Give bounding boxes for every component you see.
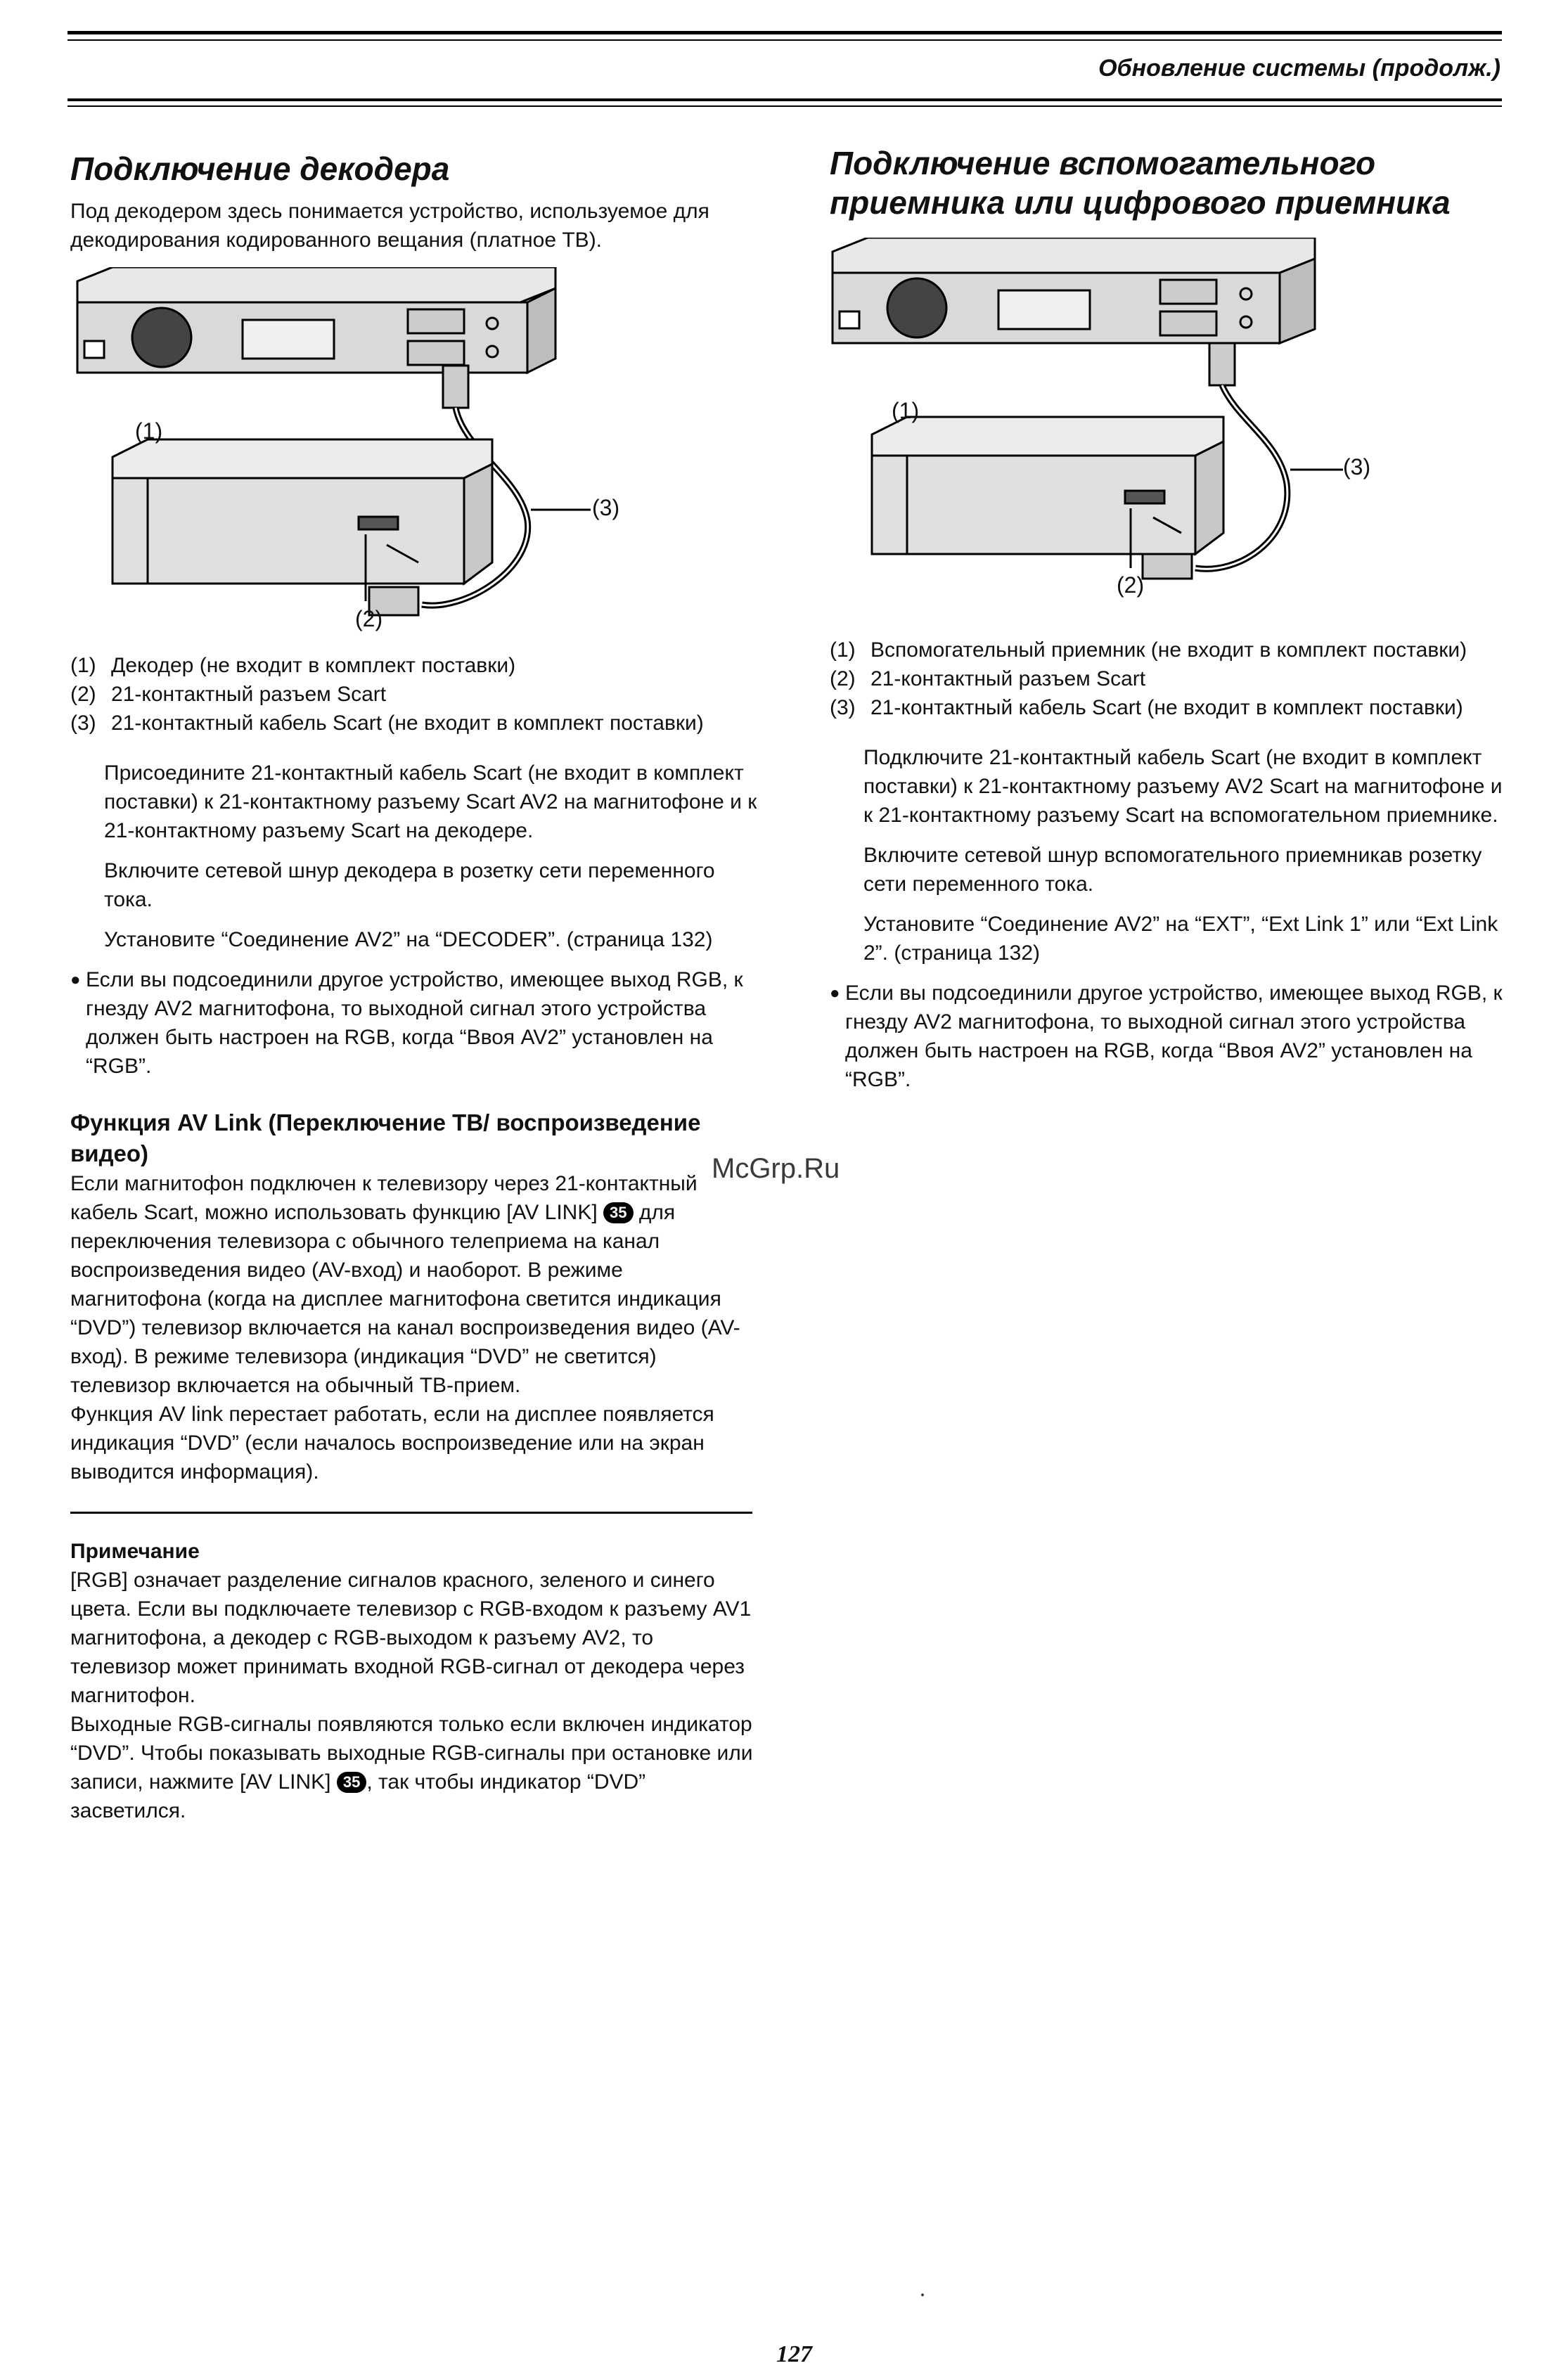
decoder-illustration	[113, 439, 492, 601]
decoder-label-1: (1)	[135, 418, 163, 444]
avlink-paragraph-1: Если магнитофон подключен к телевизору через 21-контактный кабель Scart, можно использовать функцию [AV LINK] 35 для переключения телевизора с обычного телеприема на канал воспроизведения видео (AV-вход) и наоборот. В режиме магнитофона (когда на дисплее магнитофона светится индикация “DVD”) телевизор включается на канал воспроизведения видео (AV-вход). В режиме телевизора (индикация “DVD” не светится) телевизор включается на обычный ТВ-прием.	[70, 1172, 740, 1397]
note-divider	[70, 1512, 752, 1514]
avlink-paragraph-2: Функция AV link перестает работать, если на дисплее появляется индикация “DVD” (если началось воспроизведение или на экран выводится информация).	[70, 1403, 714, 1484]
page-ref-badge: 35	[337, 1772, 366, 1793]
legend-item: (3) 21-контактный кабель Scart (не входит в комплект поставки)	[70, 712, 704, 735]
receiver-label-1: (1)	[892, 398, 920, 423]
note-paragraph-1: [RGB] означает разделение сигналов красного, зеленого и синего цвета. Если вы подключаете телевизор с RGB-входом к разъему AV1 магнитофона, а декодер с RGB-выходом к разъему AV2, то телевизор может принимать входной RGB-сигнал от декодера через магнитофон.	[70, 1569, 752, 1707]
receiver-rgb-bullet: ● Если вы подсоединили другое устройство, имеющее выход RGB, к гнезду AV2 магнитофона, то выходной сигнал этого устройства должен быть настроен на RGB, когда “Ввоя AV2” установлен на “RGB”.	[830, 979, 1505, 1094]
header-rule-top	[68, 31, 1502, 34]
decoder-steps	[70, 759, 759, 954]
step-text: Присоедините 21-контактный кабель Scart (не входит в комплект поставки) к 21-контактному разъему Scart AV2 на магнитофоне и к 21-контактному разъему Scart на декодере.	[104, 761, 757, 842]
scan-speck	[921, 2293, 924, 2296]
receiver-connection-diagram	[830, 238, 1505, 631]
step-text: Подключите 21-контактный кабель Scart (не входит в комплект поставки) к 21-контактному разъему AV2 Scart на магнитофоне и к 21-контактному разъему Scart на вспомогательном приемнике.	[863, 746, 1503, 827]
recorder-illustration	[77, 267, 555, 373]
decoder-section-title: Подключение декодера	[70, 150, 450, 187]
decoder-connection-diagram	[70, 267, 759, 647]
step-text: Установите “Соединение AV2” на “EXT”, “Ext Link 1” или “Ext Link 2”. (страница 132)	[863, 913, 1498, 965]
bullet-icon: ●	[830, 984, 840, 1003]
connector-label-2: (2)	[1117, 572, 1145, 598]
header-rule-top-thin	[68, 39, 1502, 41]
decoder-rgb-bullet: ● Если вы подсоединили другое устройство, имеющее выход RGB, к гнезду AV2 магнитофона, то выходной сигнал этого устройства должен быть настроен на RGB, когда “Ввоя AV2” установлен на “RGB”.	[70, 965, 759, 1081]
header-rule-bottom-thin	[68, 105, 1502, 107]
decoder-diagram-svg	[70, 267, 759, 647]
receiver-legend	[830, 636, 1505, 722]
step-text: Включите сетевой шнур декодера в розетку сети переменного тока.	[104, 859, 715, 911]
avlink-title: Функция AV Link (Переключение ТВ/ воспроизведение видео)	[70, 1109, 701, 1166]
legend-item: (3) 21-контактный кабель Scart (не входит в комплект поставки)	[830, 696, 1463, 719]
connector-label-2: (2)	[355, 606, 383, 631]
page-ref-badge: 35	[603, 1202, 633, 1223]
note-title: Примечание	[70, 1540, 200, 1563]
running-header: Обновление системы (продолж.)	[1098, 55, 1500, 82]
recorder-illustration	[833, 238, 1315, 343]
legend-item: (1) Вспомогательный приемник (не входит в комплект поставки)	[830, 638, 1467, 662]
receiver-steps	[830, 743, 1505, 967]
header-rule-bottom	[68, 98, 1502, 101]
receiver-section-title: Подключение вспомогательного приемника или цифрового приемника	[830, 145, 1451, 221]
bullet-icon: ●	[70, 970, 81, 989]
left-column	[70, 149, 759, 1825]
legend-item: (2) 21-контактный разъем Scart	[70, 683, 387, 706]
receiver-diagram-svg	[830, 238, 1505, 631]
decoder-legend	[70, 651, 759, 738]
note-paragraph-2: Выходные RGB-сигналы появляются только если включен индикатор “DVD”. Чтобы показывать выходные RGB-сигналы при остановке или записи, нажмите [AV LINK] 35 , так чтобы индикатор “DVD” засветился.	[70, 1713, 753, 1822]
cable-label-3: (3)	[1343, 454, 1371, 480]
step-text: Включите сетевой шнур вспомогательного приемникав розетку сети переменного тока.	[863, 844, 1482, 896]
legend-item: (1) Декодер (не входит в комплект поставки)	[70, 654, 516, 677]
right-column	[830, 143, 1505, 1094]
step-text: Установите “Соединение AV2” на “DECODER”. (страница 132)	[104, 928, 713, 951]
cable-label-3: (3)	[592, 495, 620, 520]
legend-item: (2) 21-контактный разъем Scart	[830, 667, 1146, 690]
watermark: McGrp.Ru	[712, 1153, 840, 1184]
decoder-intro: Под декодером здесь понимается устройство, используемое для декодирования кодированного вещания (платное ТВ).	[70, 200, 709, 252]
receiver-illustration	[872, 417, 1223, 568]
page-number: 127	[776, 2341, 812, 2367]
